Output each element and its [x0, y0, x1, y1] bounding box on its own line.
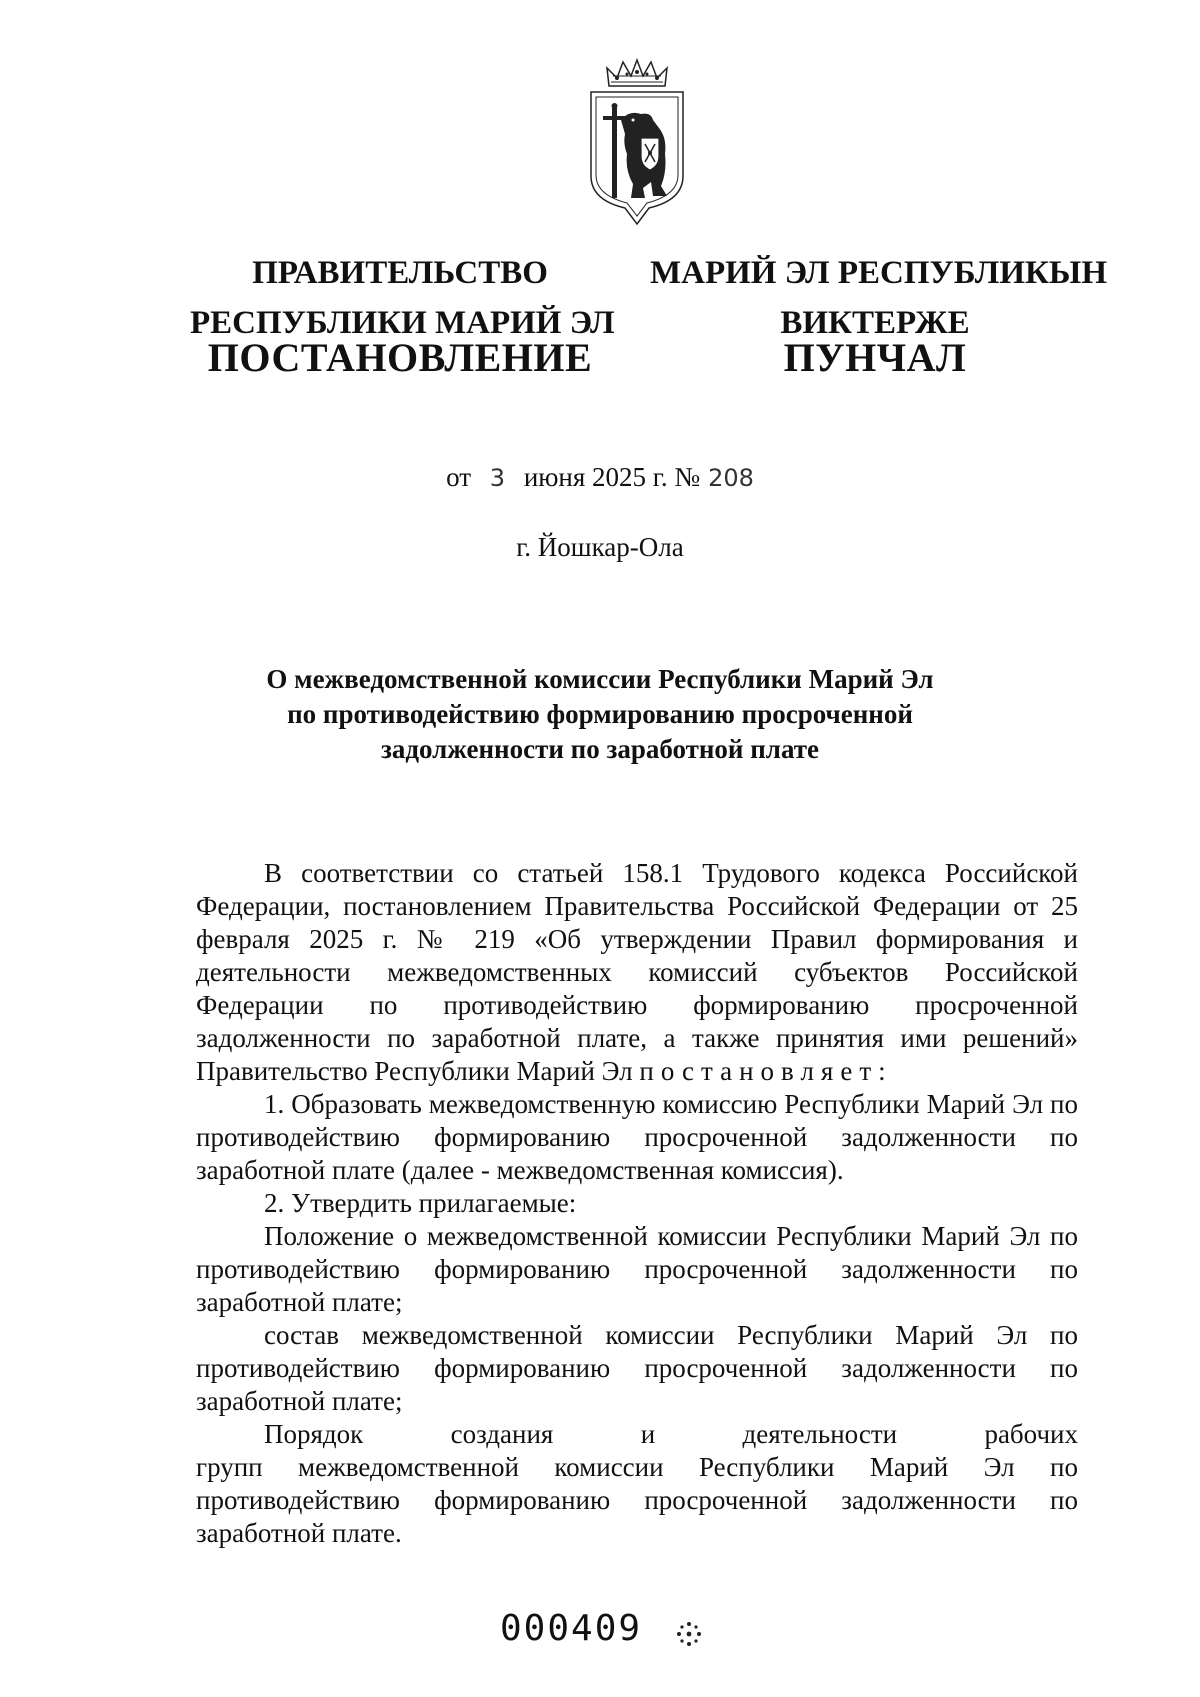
city: г. Йошкар-Ола	[516, 532, 684, 562]
document-body	[196, 857, 1078, 1550]
preamble-paragraph	[196, 857, 1078, 1088]
date-day: 3	[489, 464, 506, 492]
approve-3-first-line: Порядок создания и деятельности рабочих	[264, 1419, 1078, 1449]
title-line-2: по противодействию формированию просроченной	[287, 699, 913, 729]
doc-type-right: ПУНЧАЛ	[783, 335, 967, 380]
approve-2-paragraph: состав межведомственной комиссии Республики Марий Эл по противодействию формированию просроченной задолженности по заработной плате;	[196, 1320, 1078, 1416]
title-line-3: задолженности по заработной плате	[380, 734, 819, 764]
item-2-paragraph: 2. Утвердить прилагаемые:	[264, 1188, 577, 1218]
doc-type-left: ПОСТАНОВЛЕНИЕ	[207, 335, 593, 380]
item-1-paragraph: 1. Образовать межведомственную комиссию Республики Марий Эл по противодействию формированию просроченной задолженности по заработной плате (далее - межведомственная комиссия).	[196, 1089, 1078, 1185]
issuer-right-line2: ВИКТЕРЖЕ	[780, 305, 970, 341]
date-month-year: июня 2025 г. №	[523, 462, 701, 492]
coat-of-arms-icon	[587, 58, 687, 230]
approve-3-rest: групп межведомственной комиссии Республики Марий Эл по противодействию формированию просроченной задолженности по заработной плате.	[196, 1452, 1078, 1548]
issuer-right-line1: МАРИЙ ЭЛ РЕСПУБЛИКЫН	[650, 255, 1108, 291]
preamble-text: В соответствии со статьей 158.1 Трудового кодекса Российской Федерации, постановлением Правительства Российской Федерации от 25 февраля 2025 г. № 219 «Об утверждении Правил формирования и деятельности межведомственных комиссий субъектов Российской Федерации по противодействию формированию просроченной задолженности по заработной плате, а также принятия ими решений» Правительство Республики Марий Эл	[196, 858, 1078, 1086]
issuer-left-line1: ПРАВИТЕЛЬСТВО	[252, 255, 548, 291]
ornament-icon	[675, 1620, 703, 1648]
decree-word: постановляет:	[639, 1056, 893, 1086]
document-number: 208	[708, 464, 754, 492]
serial-number: 000409	[500, 1608, 643, 1649]
title-line-1: О межведомственной комиссии Республики Марий Эл	[266, 664, 934, 694]
document-title	[200, 662, 1000, 767]
approve-1-paragraph: Положение о межведомственной комиссии Республики Марий Эл по противодействию формированию просроченной задолженности по заработной плате;	[196, 1221, 1078, 1317]
issuer-left-line2: РЕСПУБЛИКИ МАРИЙ ЭЛ	[190, 305, 615, 341]
date-line	[0, 462, 1200, 493]
date-prefix: от	[446, 462, 472, 492]
